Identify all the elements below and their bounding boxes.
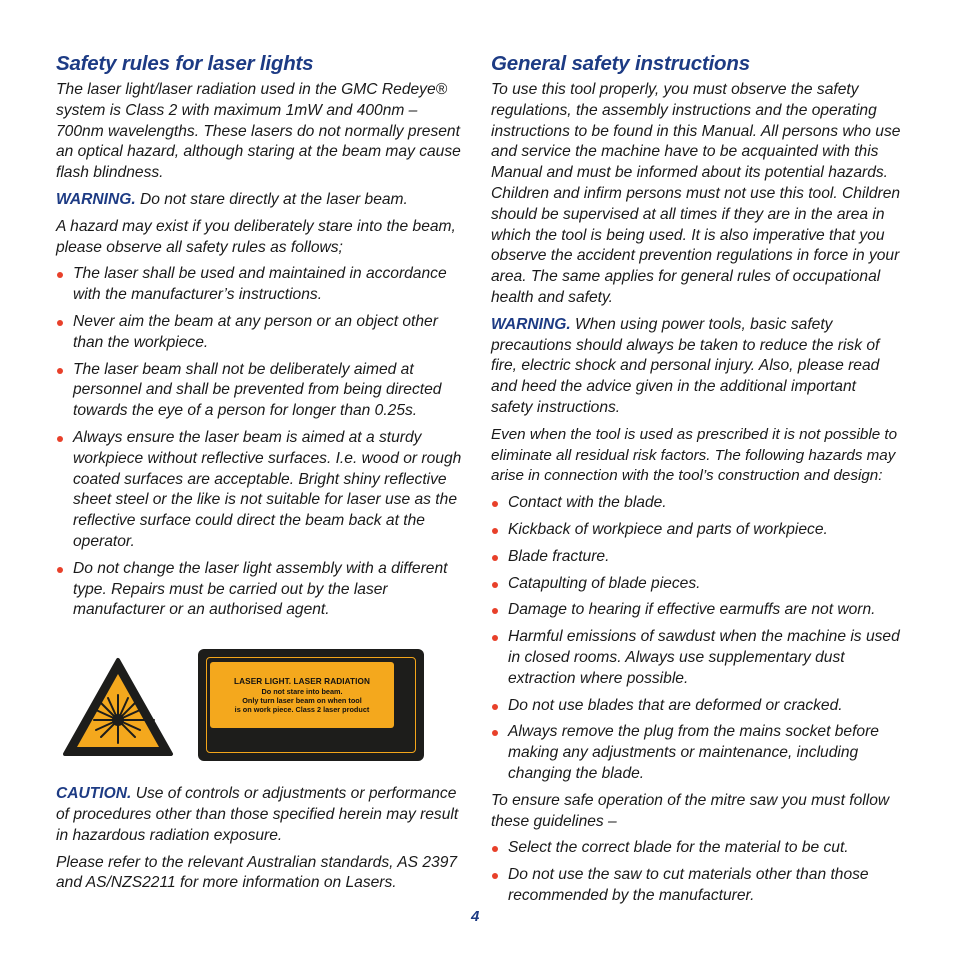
list-item: Do not use the saw to cut materials other than those recommended by the manufacturer. <box>491 865 901 907</box>
laser-intro: The laser light/laser radiation used in the GMC Redeye® system is Class 2 with maximum 1mW and 400nm – 700nm wavelengths. These lasers do not normally present an optical hazard, although staring at the beam may cause flash blindness. <box>56 81 461 182</box>
label-line: Do not stare into beam. <box>261 687 343 697</box>
list-item: The laser beam shall not be deliberately aimed at personnel and shall be prevented from being directed towards the eye of a person for longer than 0.25s. <box>56 360 466 422</box>
label-panel <box>210 662 394 728</box>
page-number: 4 <box>471 908 480 925</box>
warning-text: When using power tools, basic safety precautions should always be taken to reduce the risk of fire, electric shock and personal injury. Also, please read and heed the advice given in the additional important safety instructions. <box>491 315 880 416</box>
list-item: Contact with the blade. <box>491 493 901 514</box>
caution-text: Use of controls or adjustments or performance of procedures other than those specified herein may result in hazardous radiation exposure. <box>56 785 459 844</box>
caution-label: CAUTION. <box>56 785 132 803</box>
list-item: Do not change the laser light assembly with a different type. Repairs must be carried out by the laser manufacturer or an authorised agent. <box>56 559 466 621</box>
list-item: The laser shall be used and maintained in accordance with the manufacturer’s instructions. <box>56 264 466 306</box>
warning-text: Do not stare directly at the laser beam. <box>135 190 408 208</box>
laser-warning <box>56 190 466 211</box>
refer-text: Please refer to the relevant Australian standards, AS 2397 and AS/NZS2211 for more information on Lasers. <box>56 853 458 892</box>
caution-paragraph <box>56 784 466 846</box>
hazards-list <box>491 493 901 785</box>
list-item: Select the correct blade for the material to be cut. <box>491 838 901 859</box>
laser-rules-list <box>56 264 466 621</box>
right-column <box>491 50 901 913</box>
warning-label: WARNING. <box>491 315 571 333</box>
laser-product-label <box>198 649 424 761</box>
general-warning <box>491 315 901 419</box>
label-title: LASER LIGHT. LASER RADIATION <box>234 677 370 687</box>
general-safety-heading: General safety instructions <box>491 52 750 75</box>
general-intro: To use this tool properly, you must observe the safety regulations, the assembly instructions and the operating instructions to be found in this Manual. All persons who use and service the machine have to be acquainted with this Manual and must be informed about its potential hazards. Children and infirm persons must not use this tool. Children should be supervised at all times if they are in the area in which the tool is being used. It is also imperative that you observe the accident prevention regulations in force in your area. The same applies for general rules of occupational health and safety. <box>491 81 901 306</box>
guidelines-list <box>491 838 901 906</box>
list-item: Always ensure the laser beam is aimed at a sturdy workpiece without reflective surfaces. I.e. wood or rough coated surfaces are acceptable. Bright shiny reflective sheet steel or the like is not suitable for laser use as the reflective surface could direct the beam back at the operator. <box>56 428 466 553</box>
left-column <box>56 50 466 900</box>
hazard-text: A hazard may exist if you deliberately stare into the beam, please observe all safety rules as follows; <box>56 217 456 256</box>
laser-warning-images <box>62 649 466 762</box>
laser-safety-heading: Safety rules for laser lights <box>56 52 314 75</box>
warning-label: WARNING. <box>56 190 136 208</box>
residual-risk-text: Even when the tool is used as prescribed it is not possible to eliminate all residual risk factors. The following hazards may arise in connection with the tool’s construction and design: <box>491 425 898 485</box>
list-item: Do not use blades that are deformed or cracked. <box>491 696 901 717</box>
list-item: Damage to hearing if effective earmuffs are not worn. <box>491 600 901 621</box>
ensure-text: To ensure safe operation of the mitre saw you must follow these guidelines – <box>491 791 890 830</box>
laser-warning-icon <box>62 657 174 757</box>
list-item: Harmful emissions of sawdust when the machine is used in closed rooms. Always use supplementary dust extraction where possible. <box>491 627 901 689</box>
list-item: Always remove the plug from the mains socket before making any adjustments or maintenance, including changing the blade. <box>491 722 901 784</box>
list-item: Blade fracture. <box>491 547 901 568</box>
label-line: is on work piece. Class 2 laser product <box>234 705 370 715</box>
list-item: Never aim the beam at any person or an object other than the workpiece. <box>56 312 466 354</box>
list-item: Catapulting of blade pieces. <box>491 574 901 595</box>
label-line: Only turn laser beam on when tool <box>242 696 362 706</box>
list-item: Kickback of workpiece and parts of workpiece. <box>491 520 901 541</box>
